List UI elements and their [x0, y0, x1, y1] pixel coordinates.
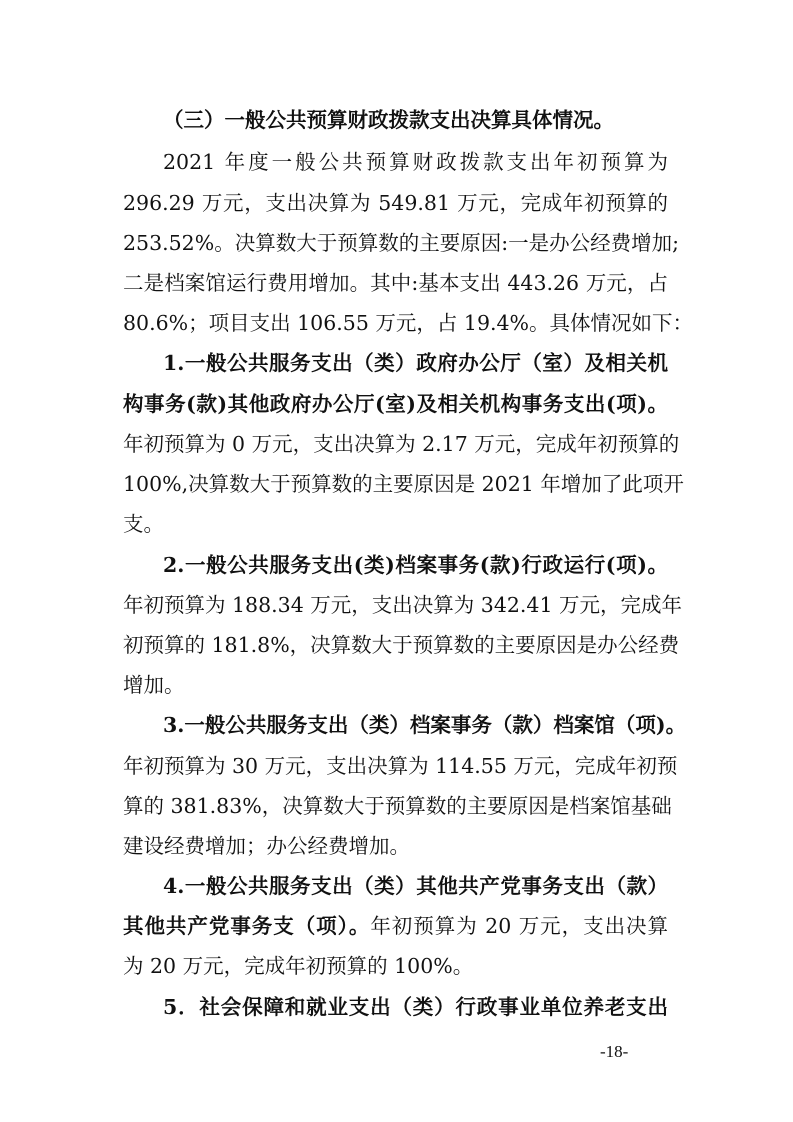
item4-title-bold: 其他共产党事务支（项）。 [123, 914, 371, 938]
item3-title: 3.一般公共服务支出（类）档案事务（款）档案馆（项)。 [163, 713, 687, 737]
item1-line-2: 100%,决算数大于预算数的主要原因是 2021 年增加了此项开 [123, 472, 684, 496]
item4-title-line-2 [123, 906, 668, 946]
intro-line-3: 253.52%。决算数大于预算数的主要原因:一是办公经费增加; [123, 231, 680, 255]
intro-line-2: 296.29 万元，支出决算为 549.81 万元，完成年初预算的 [123, 191, 668, 215]
item3-line-3: 建设经费增加；办公经费增加。 [123, 834, 410, 858]
item2-line-2: 初预算的 181.8%，决算数大于预算数的主要原因是办公经费 [123, 633, 680, 657]
intro-line-1: 2021 年度一般公共预算财政拨款支出年初预算为 [163, 150, 668, 174]
item3-line-1: 年初预算为 30 万元，支出决算为 114.55 万元，完成年初预 [123, 754, 678, 778]
intro-line-5: 80.6%；项目支出 106.55 万元，占 19.4%。具体情况如下： [123, 311, 694, 335]
item5-title: 5．社会保障和就业支出（类）行政事业单位养老支出 [163, 995, 668, 1019]
item1-line-1: 年初预算为 0 万元，支出决算为 2.17 万元，完成年初预算的 [123, 432, 680, 456]
item2-line-1: 年初预算为 188.34 万元，支出决算为 342.41 万元，完成年 [123, 593, 683, 617]
item2-line-3: 增加。 [123, 673, 185, 697]
item1-line-3: 支。 [123, 512, 164, 536]
item4-title-line-1: 4.一般公共服务支出（类）其他共产党事务支出（款） [163, 874, 668, 898]
item1-title-line-2: 构事务(款)其他政府办公厅(室)及相关机构事务支出(项)。 [123, 392, 668, 416]
section-heading: （三）一般公共预算财政拨款支出决算具体情况。 [163, 108, 614, 132]
item4-title-rest: 年初预算为 20 万元，支出决算 [370, 914, 669, 938]
item2-title: 2.一般公共服务支出(类)档案事务(款)行政运行(项)。 [163, 553, 668, 577]
intro-line-4: 二是档案馆运行费用增加。其中:基本支出 443.26 万元，占 [123, 271, 668, 295]
item4-line-1: 为 20 万元，完成年初预算的 100%。 [123, 954, 474, 978]
page-number: -18- [600, 1042, 629, 1061]
item3-line-2: 算的 381.83%，决算数大于预算数的主要原因是档案馆基础 [123, 794, 672, 818]
item1-title-line-1: 1.一般公共服务支出（类）政府办公厅（室）及相关机 [163, 351, 668, 375]
